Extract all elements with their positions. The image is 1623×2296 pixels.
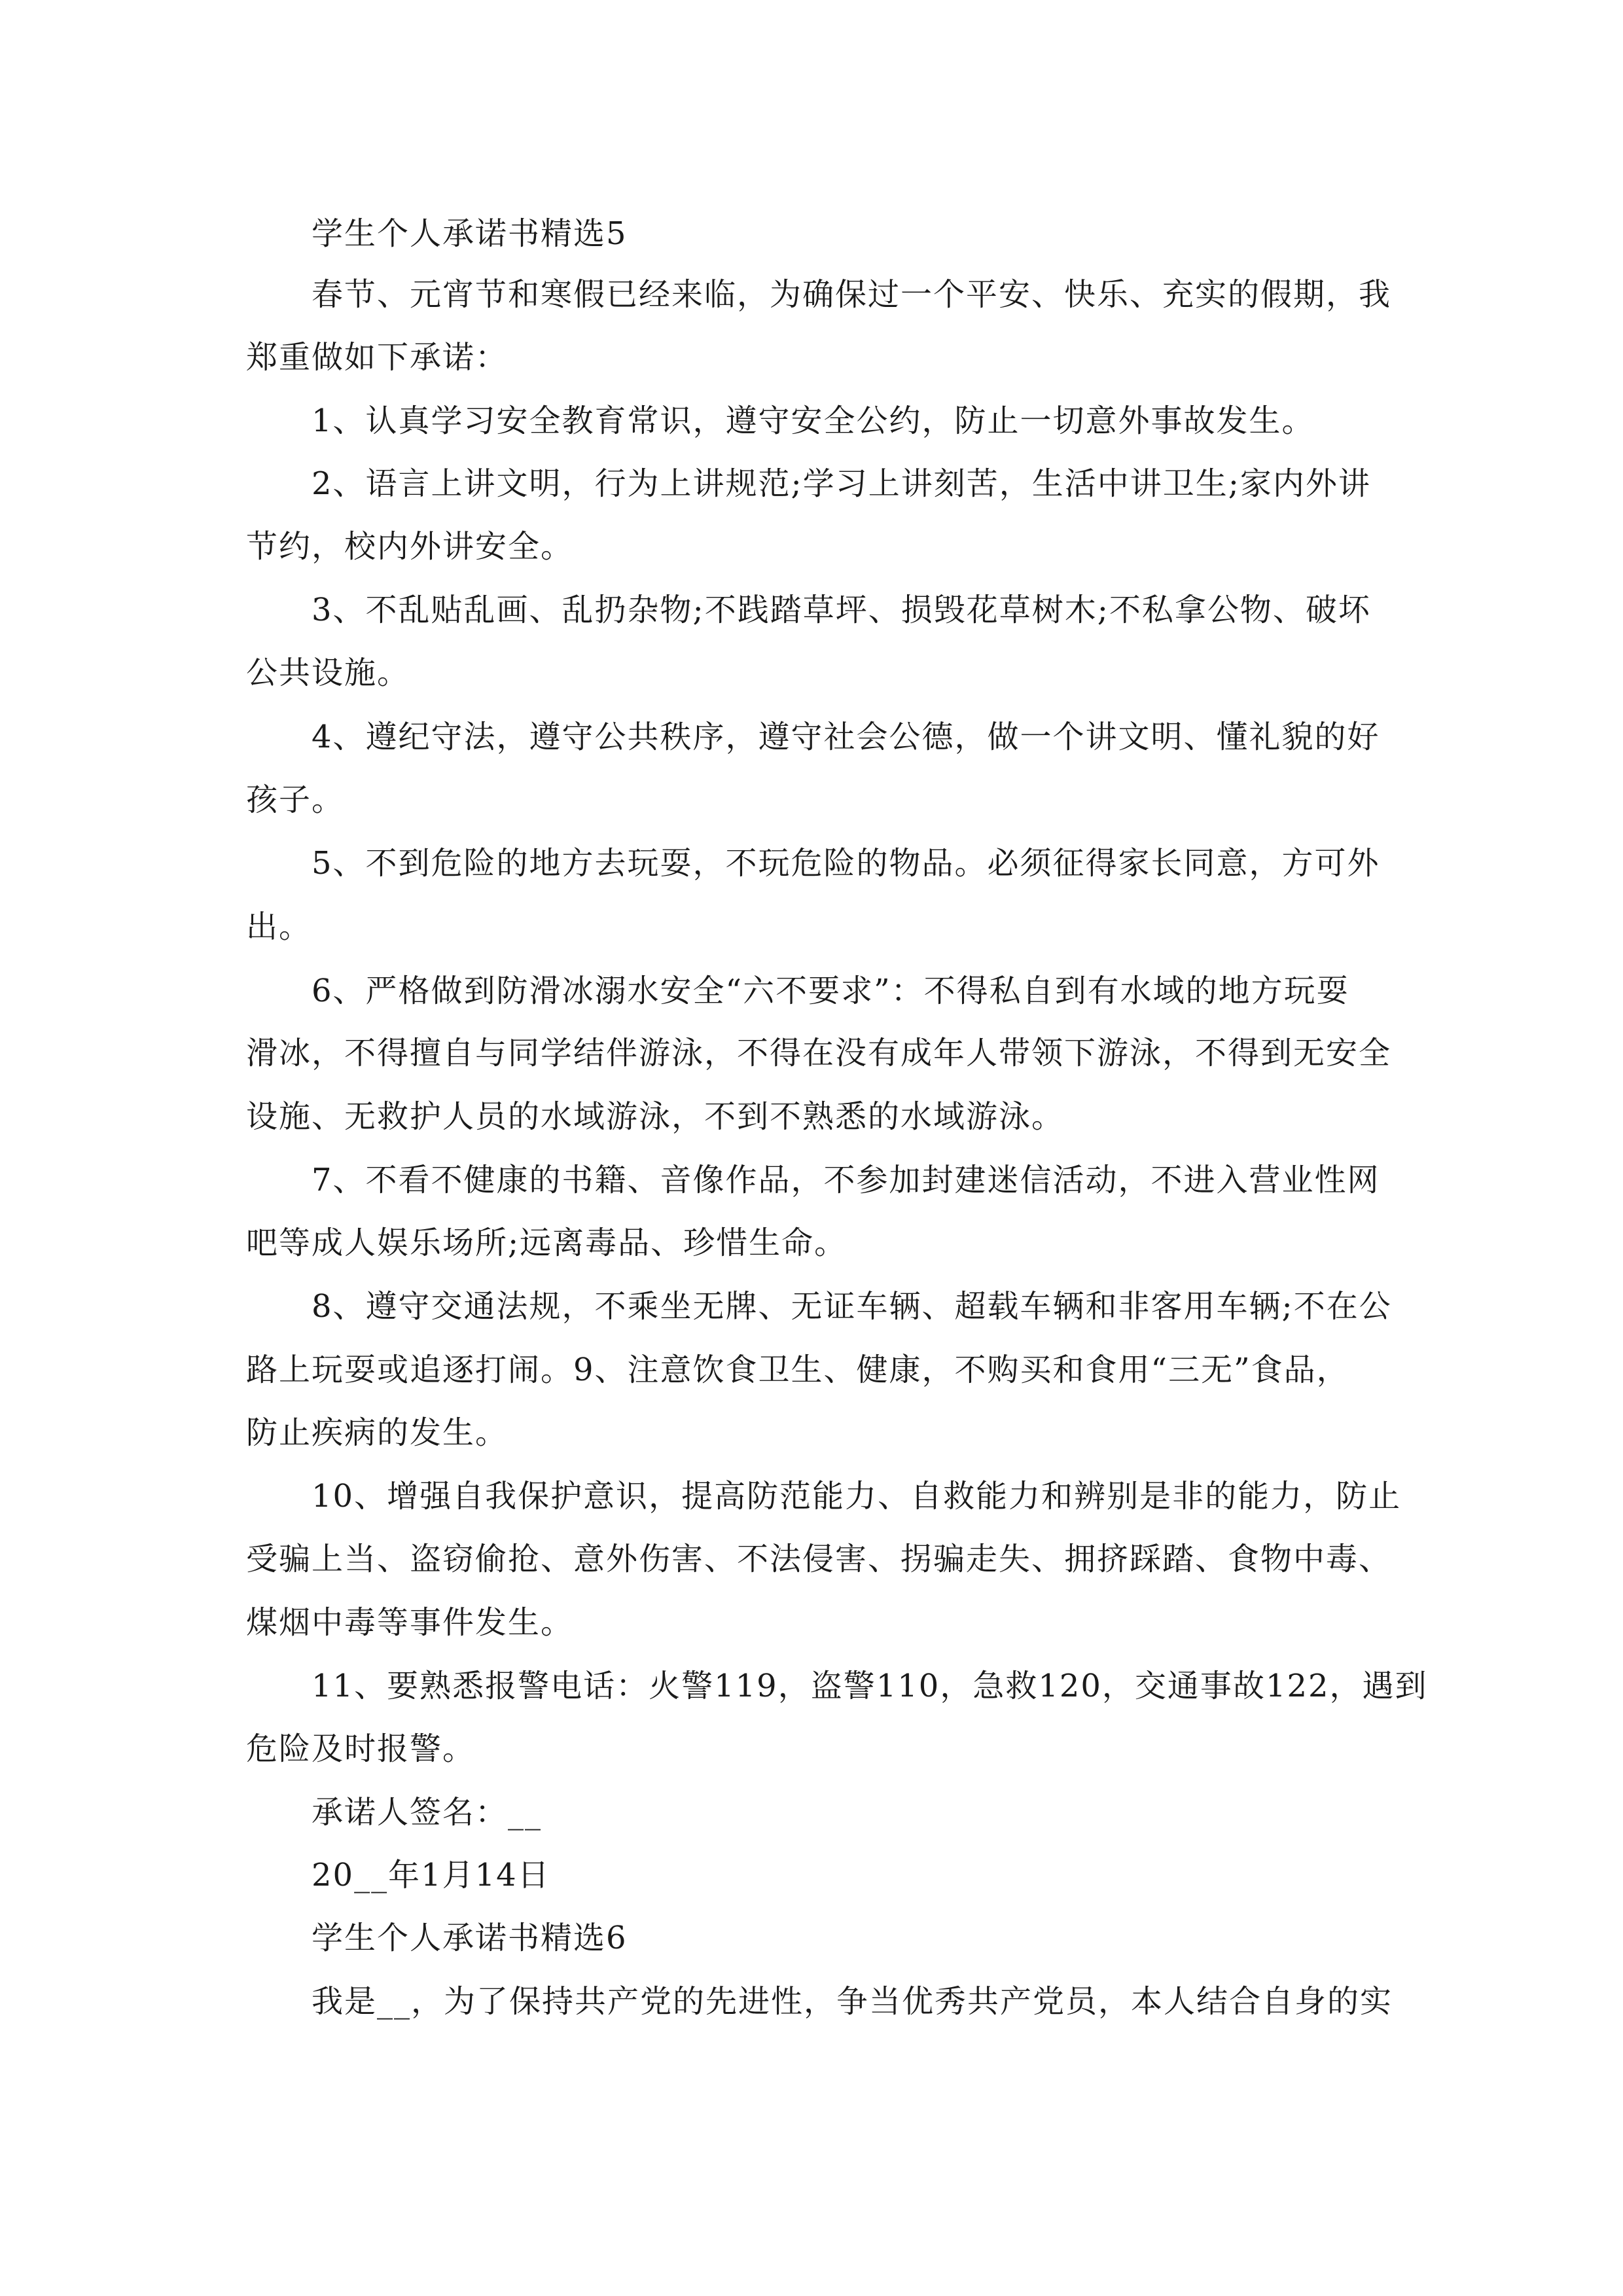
paragraph-line: 危险及时报警。 (246, 1731, 476, 1767)
paragraph-line: 5、不到危险的地方去玩耍，不玩危险的物品。必须征得家长同意，方可外 (312, 845, 1380, 882)
paragraph-line: 10、增强自我保护意识，提高防范能力、自救能力和辨别是非的能力，防止 (312, 1478, 1402, 1515)
section-heading-5: 学生个人承诺书精选5 (312, 215, 628, 252)
paragraph-line: 春节、元宵节和寒假已经来临，为确保过一个平安、快乐、充实的假期，我 (312, 276, 1392, 313)
paragraph-line: 出。 (246, 908, 312, 945)
paragraph-line: 节约，校内外讲安全。 (246, 528, 574, 565)
paragraph-line: 受骗上当、盗窃偷抢、意外伤害、不法侵害、拐骗走失、拥挤踩踏、食物中毒、 (246, 1541, 1392, 1577)
paragraph-line: 路上玩耍或追逐打闹。9、注意饮食卫生、健康，不购买和食用“三无”食品， (246, 1352, 1349, 1388)
paragraph-line: 防止疾病的发生。 (246, 1414, 508, 1451)
paragraph-line: 吧等成人娱乐场所;远离毒品、珍惜生命。 (246, 1225, 847, 1261)
section-heading-6: 学生个人承诺书精选6 (312, 1920, 628, 1956)
paragraph-line: 煤烟中毒等事件发生。 (246, 1604, 574, 1641)
paragraph-line: 1、认真学习安全教育常识，遵守安全公约，防止一切意外事故发生。 (312, 403, 1315, 439)
paragraph-line: 7、不看不健康的书籍、音像作品，不参加封建迷信活动，不进入营业性网 (312, 1162, 1380, 1198)
date-line: 20__年1月14日 (312, 1857, 550, 1893)
paragraph-line: 我是__，为了保持共产党的先进性，争当优秀共产党员，本人结合自身的实 (312, 1983, 1393, 2020)
paragraph-line: 6、严格做到防滑冰溺水安全“六不要求”：不得私自到有水域的地方玩耍 (312, 973, 1349, 1009)
paragraph-line: 公共设施。 (246, 655, 410, 691)
paragraph-line: 11、要熟悉报警电话：火警119，盗警110，急救120，交通事故122，遇到 (312, 1668, 1428, 1704)
paragraph-line: 郑重做如下承诺： (246, 339, 508, 376)
paragraph-line: 3、不乱贴乱画、乱扔杂物;不践踏草坪、损毁花草树木;不私拿公物、破坏 (312, 592, 1371, 628)
paragraph-line: 8、遵守交通法规，不乘坐无牌、无证车辆、超载车辆和非客用车辆;不在公 (312, 1288, 1392, 1325)
paragraph-line: 滑冰，不得擅自与同学结伴游泳，不得在没有成年人带领下游泳，不得到无安全 (246, 1035, 1392, 1071)
signature-line: 承诺人签名：__ (312, 1794, 543, 1831)
paragraph-line: 设施、无救护人员的水域游泳，不到不熟悉的水域游泳。 (246, 1098, 1065, 1135)
paragraph-line: 4、遵纪守法，遵守公共秩序，遵守社会公德，做一个讲文明、懂礼貌的好 (312, 719, 1380, 755)
paragraph-line: 2、语言上讲文明，行为上讲规范;学习上讲刻苦，生活中讲卫生;家内外讲 (312, 465, 1371, 502)
paragraph-line: 孩子。 (246, 781, 345, 818)
